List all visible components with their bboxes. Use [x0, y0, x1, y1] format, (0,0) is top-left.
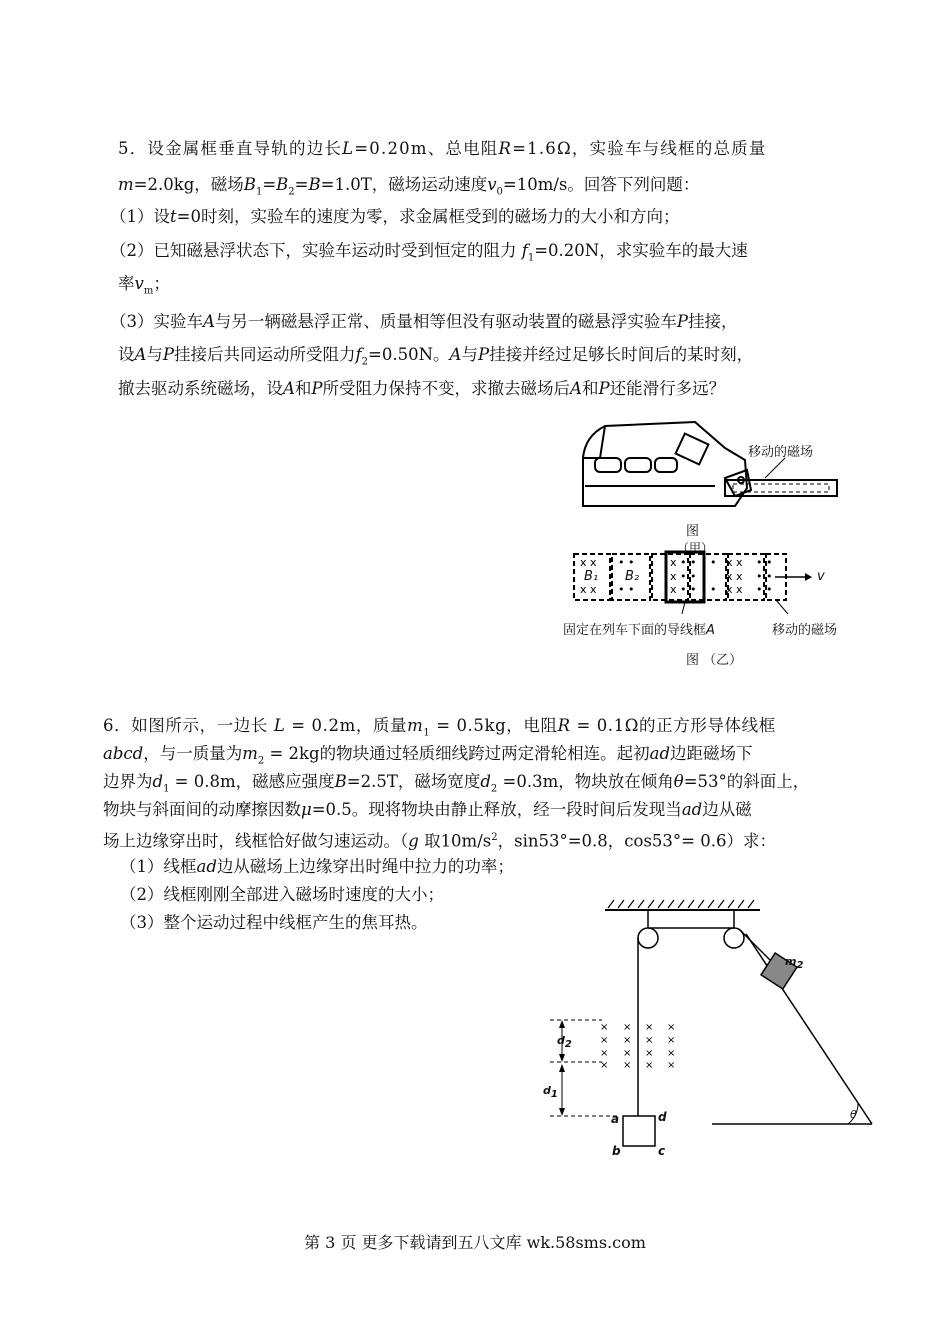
- q5-part2: （2）已知磁悬浮状态下，实验车运动时受到恒定的阻力 $f_1=0.20N$，求实验车的最大速: [110, 241, 748, 264]
- svg-text:×: ×: [645, 1035, 654, 1046]
- svg-text:x • •: x • •: [670, 583, 697, 596]
- svg-text:x x: x x: [726, 570, 743, 583]
- train-window: [595, 458, 621, 472]
- fig-jia-caption: 图: [686, 524, 700, 539]
- label-b: b: [612, 1144, 621, 1158]
- rope-incline: [740, 930, 770, 960]
- incline: [746, 934, 872, 1124]
- label-d1: $d_1$: [543, 1084, 558, 1101]
- label-d: d: [658, 1110, 667, 1124]
- square-frame: [623, 1116, 655, 1146]
- svg-text:×: ×: [667, 1022, 676, 1033]
- svg-text:×: ×: [623, 1035, 632, 1046]
- q5-part2-cont: 率$v_m$；: [118, 274, 170, 297]
- pulley-figure: [530, 898, 890, 1160]
- svg-text:×: ×: [600, 1035, 609, 1046]
- svg-text:x x: x x: [726, 583, 743, 596]
- train-body: [583, 422, 747, 506]
- svg-text:×: ×: [600, 1022, 609, 1033]
- q6-line5: 场上边缘穿出时，线框恰好做匀速运动。（g 取$10m/s^2$，sin53°=0.8，cos53°= 0.6）求：: [103, 831, 776, 851]
- svg-text:x • •: x • •: [670, 556, 697, 569]
- svg-text:x • •: x • •: [670, 570, 697, 583]
- q5-part3-line3: 撤去驱动系统磁场，设A和P所受阻力保持不变，求撤去磁场后A和P还能滑行多远？: [118, 379, 726, 398]
- svg-text:• •: • •: [756, 570, 773, 583]
- svg-text:• •: • •: [756, 556, 773, 569]
- fig-v: v: [817, 569, 825, 584]
- fig-B1: B₁: [584, 569, 599, 584]
- q5-part3: （3）实验车A与另一辆磁悬浮正常、质量相等但没有驱动装置的磁悬浮实验车P挂接，: [110, 312, 738, 331]
- svg-text:×: ×: [667, 1048, 676, 1059]
- svg-text:×: ×: [623, 1048, 632, 1059]
- svg-text:• •: • •: [618, 556, 635, 569]
- svg-text:x x: x x: [580, 583, 597, 596]
- q6-sub3: （3）整个运动过程中线框产生的焦耳热。: [120, 913, 428, 932]
- q6-line4: 物块与斜面间的动摩擦因数μ=0.5。现将物块由静止释放，经一段时间后发现当ad边从磁: [103, 800, 752, 819]
- q5-part1: （1）设t=0时刻，实验车的速度为零，求金属框受到的磁场力的大小和方向；: [110, 207, 680, 226]
- q6-sub1: （1）线框ad边从磁场上边缘穿出时绳中拉力的功率；: [120, 857, 514, 876]
- pulley-left: [638, 928, 658, 948]
- svg-text:x x: x x: [726, 556, 743, 569]
- train-cab-window: [676, 434, 709, 465]
- label-a: a: [611, 1112, 620, 1126]
- q6-line1: 6．如图所示，一边长 L = 0.2m，质量$m_1 = 0.5kg$，电阻R = 0.1Ω的正方形导体线框: [103, 716, 776, 739]
- svg-text:×: ×: [600, 1060, 609, 1071]
- svg-text:x x: x x: [580, 556, 597, 569]
- svg-text:×: ×: [667, 1035, 676, 1046]
- train-figure: [575, 418, 845, 518]
- svg-text:×: ×: [645, 1060, 654, 1071]
- svg-text:×: ×: [623, 1060, 632, 1071]
- q5-line1: 5．设金属框垂直导轨的边长L=0.20m、总电阻R=1.6Ω，实验车与线框的总质量: [118, 139, 767, 158]
- q6-sub2: （2）线框刚刚全部进入磁场时速度的大小；: [120, 885, 444, 904]
- svg-text:×: ×: [645, 1022, 654, 1033]
- fig-jia-moving-field: 移动的磁场: [748, 445, 814, 460]
- label-theta: θ: [850, 1108, 857, 1121]
- svg-text:×: ×: [645, 1048, 654, 1059]
- svg-text:×: ×: [623, 1022, 632, 1033]
- page-footer: 第 3 页 更多下载请到五八文库 wk.58sms.com: [304, 1233, 646, 1252]
- svg-text:×: ×: [667, 1060, 676, 1071]
- field-strip-figure: [570, 548, 840, 614]
- fig-frame-label: 固定在列车下面的导线框A: [563, 623, 715, 638]
- label-d2: $d_2$: [557, 1034, 572, 1051]
- svg-text:• •: • •: [756, 583, 773, 596]
- svg-text:•: •: [710, 583, 717, 596]
- svg-text:•: •: [710, 556, 717, 569]
- svg-text:×: ×: [600, 1048, 609, 1059]
- fig-yi-moving-field: 移动的磁场: [772, 623, 838, 638]
- fig-jia-caption-2: （甲）: [677, 541, 714, 555]
- train-window: [655, 458, 677, 472]
- q5-line2: m=2.0kg，磁场$B_1=B_2=B=1.0T$，磁场运动速度$v_0=10m/s$。回答下列问题：: [118, 175, 700, 198]
- q6-line2: abcd，与一质量为$m_2 = 2kg$的物块通过轻质细线跨过两定滑轮相连。起初ad边距磁场下: [103, 744, 753, 767]
- train-window: [625, 458, 651, 472]
- fig-B2: B₂: [625, 569, 640, 584]
- svg-text:• •: • •: [618, 583, 635, 596]
- q6-line3: 边界为$d_1 = 0.8m$，磁感应强度B=2.5T，磁场宽度$d_2 =0.3m$，物块放在倾角θ=53°的斜面上，: [103, 772, 810, 795]
- fig-yi-caption: 图 （乙）: [686, 653, 743, 668]
- q5-part3-line2: 设A与P挂接后共同运动所受阻力$f_2=0.50N$。A与P挂接并经过足够长时间后的某时刻，: [118, 345, 754, 368]
- label-m2: $m_2$: [785, 955, 804, 972]
- label-c: c: [658, 1144, 666, 1158]
